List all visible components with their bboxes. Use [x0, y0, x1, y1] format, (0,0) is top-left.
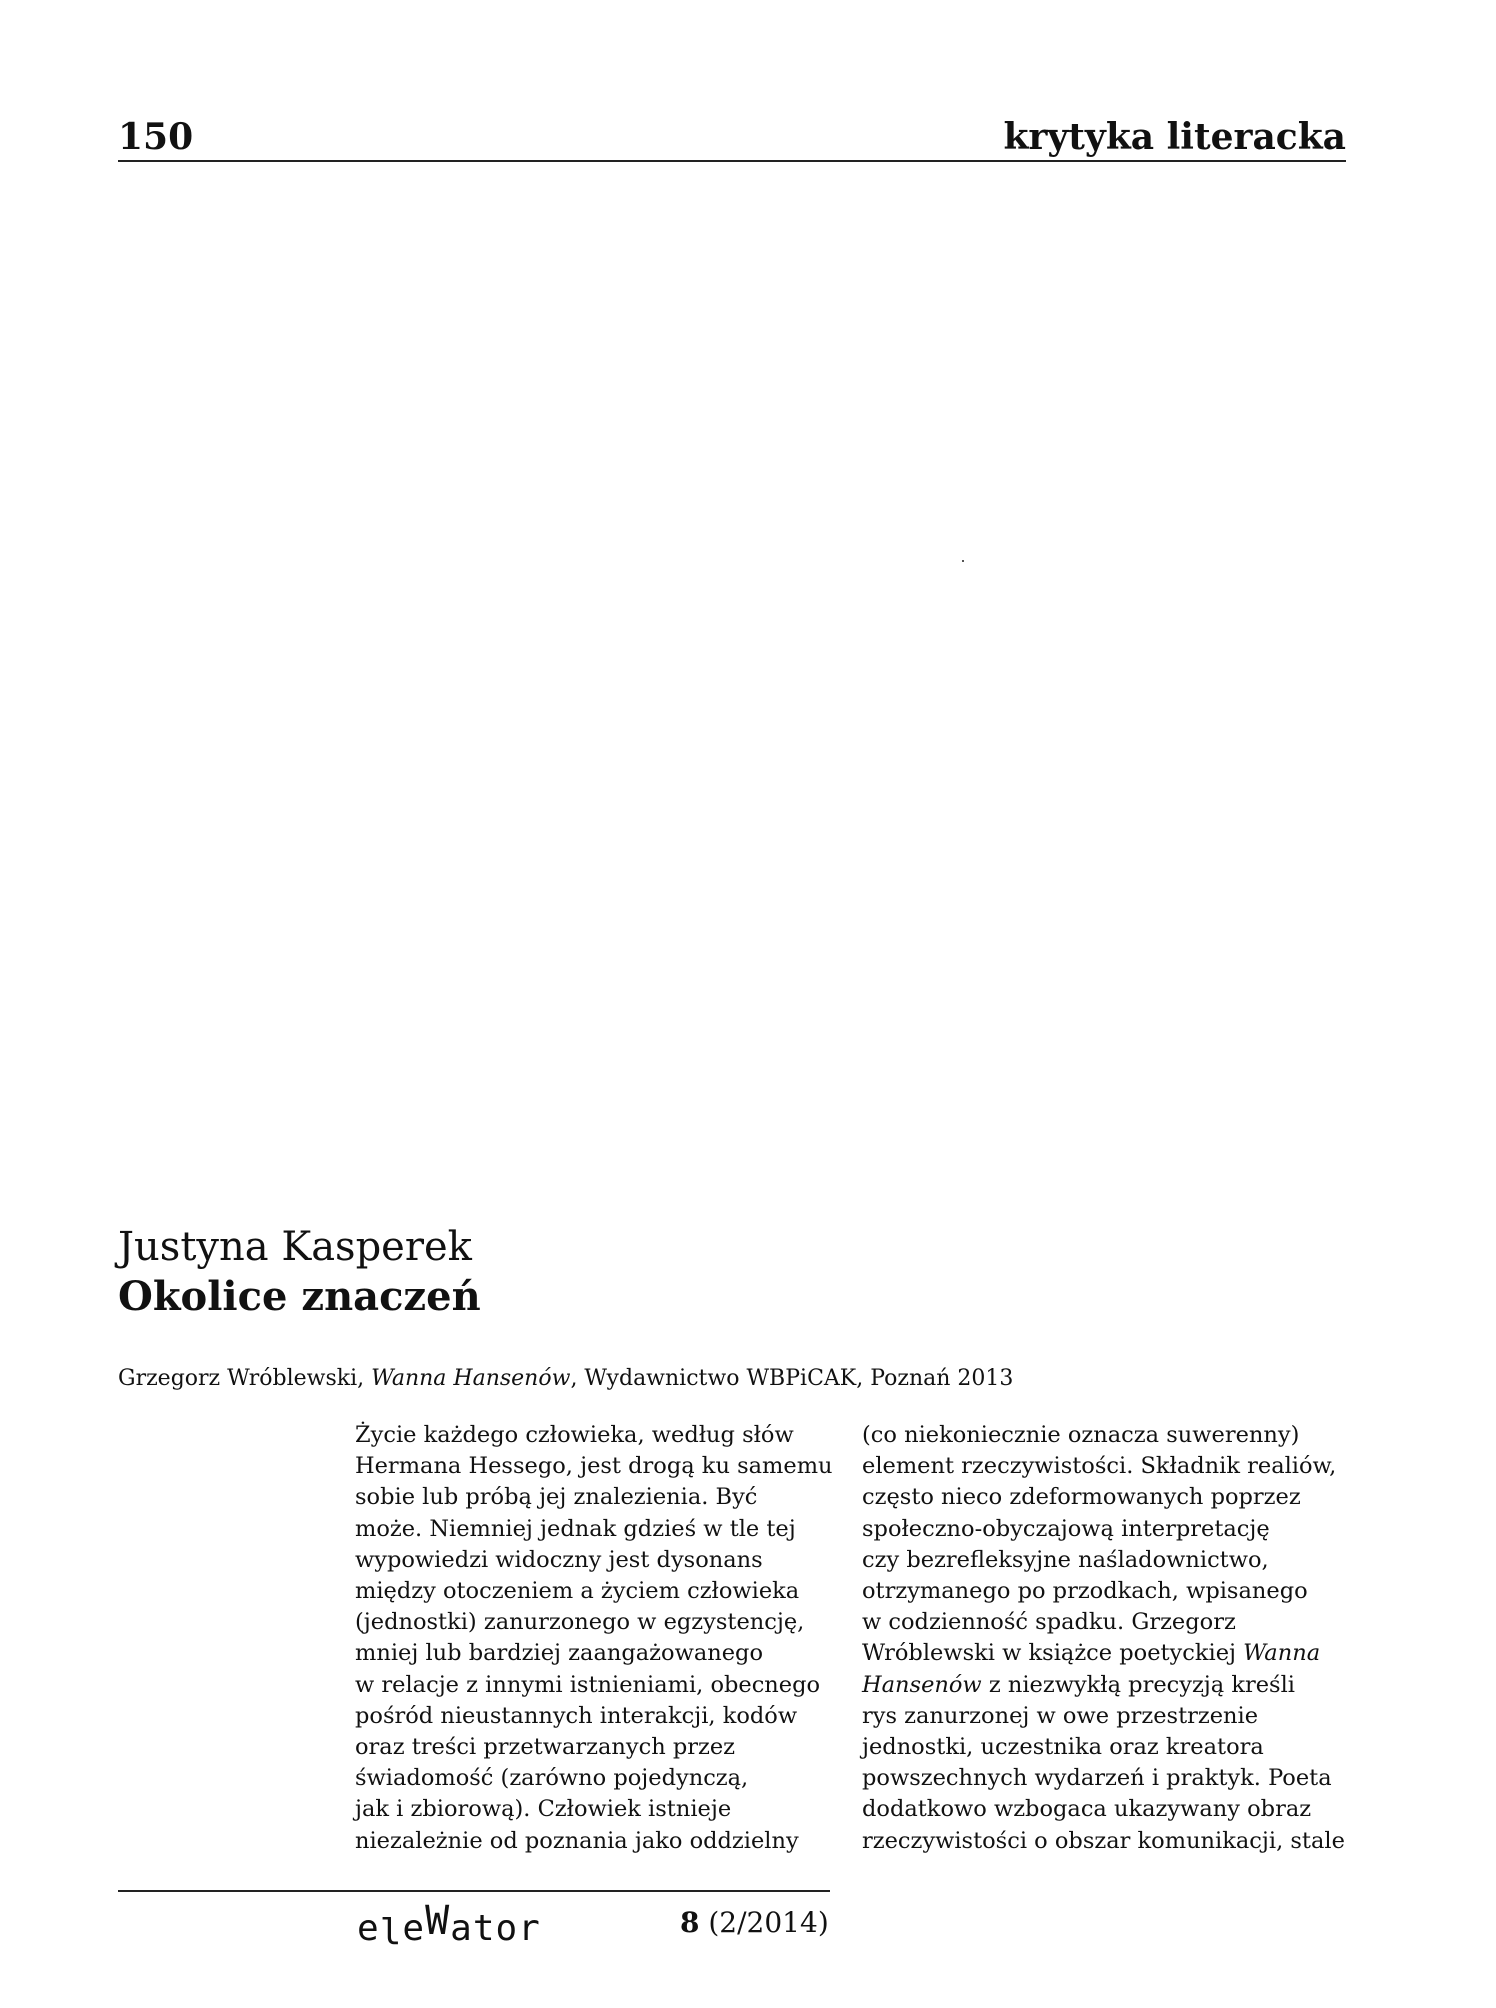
logo-letter: e	[402, 1908, 426, 1949]
text-segment: Wróblewski w książce poetyckiej	[862, 1640, 1244, 1667]
text-line: często nieco zdeformowanych poprzez	[862, 1484, 1301, 1511]
text-segment: z niezwykłą precyzją kreśli	[981, 1671, 1295, 1698]
text-line	[862, 1670, 1342, 1701]
section-title: krytyka literacka	[1003, 116, 1346, 158]
logo-letter: l	[379, 1912, 403, 1953]
text-line: element rzeczywistości. Składnik realiów,	[862, 1453, 1337, 1480]
text-line: sobie lub próbą jej znalezienia. Być	[355, 1484, 758, 1511]
page-number: 150	[118, 116, 194, 158]
book-title-italic: Wanna	[1243, 1640, 1321, 1667]
issue-detail: (2/2014)	[699, 1906, 829, 1939]
text-line: Życie każdego człowieka, według słów	[355, 1422, 794, 1448]
text-line: mniej lub bardziej zaangażowanego	[355, 1640, 763, 1667]
text-line: pośród nieustannych interakcji, kodów	[355, 1702, 798, 1729]
text-line: powszechnych wydarzeń i praktyk. Poeta	[862, 1765, 1332, 1792]
text-line: dodatkowo wzbogaca ukazywany obraz	[862, 1796, 1312, 1823]
text-line: jednostki, uczestnika oraz kreatora	[862, 1734, 1264, 1761]
text-line: świadomość (zarówno pojedynczą,	[355, 1765, 749, 1792]
article-title: Okolice znaczeń	[118, 1273, 481, 1320]
book-title-italic: Hansenów	[862, 1671, 982, 1698]
text-line: niezależnie od poznania jako oddzielny	[355, 1827, 799, 1854]
article-author: Justyna Kasperek	[118, 1224, 472, 1270]
text-line: w codzienność spadku. Grzegorz	[862, 1609, 1236, 1636]
text-line: w relacje z innymi istnieniami, obecnego	[355, 1671, 821, 1698]
text-line: Hermana Hessego, jest drogą ku samemu	[355, 1453, 833, 1480]
logo-letters: ator	[450, 1908, 541, 1949]
footer-divider	[118, 1890, 830, 1892]
page-header	[118, 112, 1346, 162]
text-line	[862, 1638, 1342, 1669]
text-column-1	[355, 1420, 833, 1857]
issue-info	[680, 1906, 829, 1939]
text-line: otrzymanego po przodkach, wpisanego	[862, 1578, 1308, 1605]
text-line: czy bezrefleksyjne naśladownictwo,	[862, 1546, 1269, 1573]
text-line: oraz treści przetwarzanych przez	[355, 1734, 736, 1761]
text-line: wypowiedzi widoczny jest dysonans	[355, 1546, 763, 1573]
logo-letter: W	[425, 1898, 451, 1944]
source-author: Grzegorz Wróblewski,	[118, 1366, 372, 1391]
source-book-title: Wanna Hansenów	[371, 1366, 571, 1391]
text-line: (jednostki) zanurzonego w egzystencję,	[355, 1609, 805, 1636]
scan-speck	[962, 560, 964, 562]
logo-letter: e	[357, 1908, 380, 1949]
text-column-2	[862, 1420, 1345, 1857]
source-publisher: , Wydawnictwo WBPiCAK, Poznań 2013	[570, 1366, 1014, 1391]
text-line: jak i zbiorową). Człowiek istnieje	[355, 1796, 732, 1823]
text-line: rys zanurzonej w owe przestrzenie	[862, 1702, 1259, 1729]
text-line: między otoczeniem a życiem człowieka	[355, 1578, 800, 1605]
text-line: rzeczywistości o obszar komunikacji, stale	[862, 1827, 1345, 1854]
book-source	[118, 1364, 1013, 1394]
text-line: (co niekoniecznie oznacza suwerenny)	[862, 1422, 1300, 1448]
text-line: może. Niemniej jednak gdzieś w tle tej	[355, 1515, 796, 1542]
magazine-logo	[357, 1898, 541, 1953]
issue-number: 8	[680, 1906, 700, 1939]
text-line: społeczno-obyczajową interpretację	[862, 1515, 1270, 1542]
